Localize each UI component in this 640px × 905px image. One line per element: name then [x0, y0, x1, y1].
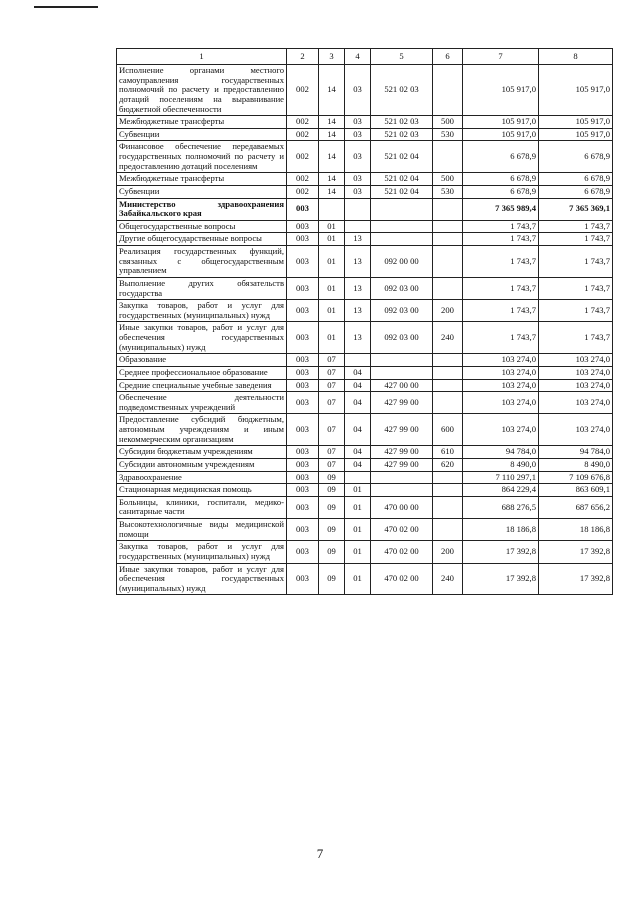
column-header: 1 — [117, 49, 287, 65]
ministry-code-cell: 002 — [287, 173, 319, 186]
ministry-code-cell: 003 — [287, 519, 319, 541]
target-article-cell — [371, 471, 433, 484]
target-article-cell: 427 99 00 — [371, 414, 433, 446]
ministry-code-cell: 003 — [287, 322, 319, 354]
section-code-cell: 07 — [319, 379, 345, 392]
ministry-code-cell: 002 — [287, 185, 319, 198]
target-article-cell: 470 02 00 — [371, 563, 433, 595]
expense-type-cell — [433, 496, 463, 518]
target-article-cell: 470 02 00 — [371, 541, 433, 563]
amount-cell: 7 109 676,8 — [539, 471, 613, 484]
ministry-code-cell: 003 — [287, 563, 319, 595]
subsection-code-cell: 13 — [345, 300, 371, 322]
amount-cell: 105 917,0 — [463, 128, 539, 141]
ministry-code-cell: 003 — [287, 458, 319, 471]
section-code-cell: 07 — [319, 366, 345, 379]
target-article-cell: 521 02 03 — [371, 128, 433, 141]
ministry-code-cell: 003 — [287, 541, 319, 563]
table-row — [117, 458, 613, 471]
row-name-cell: Министерство здравоохранения Забайкальского края — [117, 198, 287, 220]
amount-cell: 6 678,9 — [539, 173, 613, 186]
table-row — [117, 446, 613, 459]
ministry-code-cell: 003 — [287, 354, 319, 367]
expense-type-cell — [433, 65, 463, 116]
row-name-cell: Субвенции — [117, 128, 287, 141]
section-code-cell: 01 — [319, 246, 345, 278]
table-row — [117, 541, 613, 563]
amount-cell: 18 186,8 — [539, 519, 613, 541]
table-row — [117, 116, 613, 129]
amount-cell: 17 392,8 — [463, 541, 539, 563]
table-row — [117, 322, 613, 354]
expense-type-cell — [433, 392, 463, 414]
table-row — [117, 379, 613, 392]
target-article-cell: 427 00 00 — [371, 379, 433, 392]
section-code-cell: 07 — [319, 392, 345, 414]
table-row — [117, 185, 613, 198]
subsection-code-cell: 01 — [345, 541, 371, 563]
amount-cell: 1 743,7 — [539, 220, 613, 233]
section-code-cell: 07 — [319, 458, 345, 471]
amount-cell: 7 365 369,1 — [539, 198, 613, 220]
row-name-cell: Межбюджетные трансферты — [117, 173, 287, 186]
budget-table — [116, 48, 613, 595]
amount-cell: 6 678,9 — [539, 185, 613, 198]
section-code-cell: 07 — [319, 354, 345, 367]
table-header-row — [117, 49, 613, 65]
target-article-cell: 427 99 00 — [371, 392, 433, 414]
expense-type-cell: 500 — [433, 173, 463, 186]
expense-type-cell — [433, 354, 463, 367]
ministry-code-cell: 003 — [287, 379, 319, 392]
row-name-cell: Другие общегосударственные вопросы — [117, 233, 287, 246]
row-name-cell: Субсидии бюджетным учреждениям — [117, 446, 287, 459]
section-code-cell: 14 — [319, 185, 345, 198]
amount-cell: 105 917,0 — [463, 116, 539, 129]
amount-cell: 94 784,0 — [463, 446, 539, 459]
amount-cell: 103 274,0 — [539, 392, 613, 414]
row-name-cell: Выполнение других обязательств государства — [117, 277, 287, 299]
amount-cell: 17 392,8 — [539, 563, 613, 595]
amount-cell: 8 490,0 — [539, 458, 613, 471]
section-code-cell: 09 — [319, 496, 345, 518]
table-row — [117, 414, 613, 446]
section-code-cell — [319, 198, 345, 220]
section-code-cell: 14 — [319, 116, 345, 129]
row-name-cell: Межбюджетные трансферты — [117, 116, 287, 129]
amount-cell: 103 274,0 — [463, 366, 539, 379]
table-row — [117, 220, 613, 233]
amount-cell: 105 917,0 — [539, 116, 613, 129]
section-code-cell: 07 — [319, 446, 345, 459]
table-row — [117, 65, 613, 116]
ministry-code-cell: 003 — [287, 366, 319, 379]
amount-cell: 103 274,0 — [463, 392, 539, 414]
amount-cell: 1 743,7 — [463, 220, 539, 233]
amount-cell: 103 274,0 — [539, 414, 613, 446]
ministry-code-cell: 002 — [287, 141, 319, 173]
target-article-cell — [371, 366, 433, 379]
ministry-code-cell: 003 — [287, 446, 319, 459]
amount-cell: 103 274,0 — [539, 379, 613, 392]
target-article-cell: 092 00 00 — [371, 246, 433, 278]
amount-cell: 103 274,0 — [463, 379, 539, 392]
ministry-code-cell: 002 — [287, 65, 319, 116]
amount-cell: 1 743,7 — [539, 300, 613, 322]
row-name-cell: Общегосударственные вопросы — [117, 220, 287, 233]
expense-type-cell: 610 — [433, 446, 463, 459]
expense-type-cell — [433, 277, 463, 299]
amount-cell: 105 917,0 — [463, 65, 539, 116]
table-row — [117, 496, 613, 518]
row-name-cell: Образование — [117, 354, 287, 367]
expense-type-cell: 200 — [433, 300, 463, 322]
table-body — [117, 65, 613, 595]
section-code-cell: 09 — [319, 471, 345, 484]
expense-type-cell — [433, 484, 463, 497]
subsection-code-cell: 03 — [345, 173, 371, 186]
row-name-cell: Субсидии автономным учреждениям — [117, 458, 287, 471]
subsection-code-cell: 03 — [345, 141, 371, 173]
amount-cell: 105 917,0 — [539, 65, 613, 116]
ministry-code-cell: 003 — [287, 246, 319, 278]
amount-cell: 103 274,0 — [539, 354, 613, 367]
subsection-code-cell: 13 — [345, 246, 371, 278]
subsection-code-cell: 13 — [345, 277, 371, 299]
target-article-cell — [371, 354, 433, 367]
table-row — [117, 128, 613, 141]
ministry-code-cell: 003 — [287, 198, 319, 220]
table-row — [117, 484, 613, 497]
row-name-cell: Финансовое обеспечение передаваемых государственных полномочий по расчету и предоставлению дотаций поселениям — [117, 141, 287, 173]
amount-cell: 7 110 297,1 — [463, 471, 539, 484]
section-code-cell: 01 — [319, 220, 345, 233]
expense-type-cell — [433, 246, 463, 278]
row-name-cell: Субвенции — [117, 185, 287, 198]
section-code-cell: 01 — [319, 300, 345, 322]
section-code-cell: 14 — [319, 65, 345, 116]
section-code-cell: 07 — [319, 414, 345, 446]
target-article-cell: 427 99 00 — [371, 458, 433, 471]
amount-cell: 1 743,7 — [539, 277, 613, 299]
target-article-cell: 521 02 04 — [371, 141, 433, 173]
amount-cell: 1 743,7 — [463, 277, 539, 299]
amount-cell: 863 609,1 — [539, 484, 613, 497]
subsection-code-cell: 03 — [345, 116, 371, 129]
section-code-cell: 01 — [319, 233, 345, 246]
target-article-cell: 521 02 04 — [371, 173, 433, 186]
subsection-code-cell: 04 — [345, 446, 371, 459]
ministry-code-cell: 003 — [287, 392, 319, 414]
subsection-code-cell: 13 — [345, 322, 371, 354]
amount-cell: 17 392,8 — [463, 563, 539, 595]
expense-type-cell: 530 — [433, 128, 463, 141]
column-header: 7 — [463, 49, 539, 65]
subsection-code-cell — [345, 471, 371, 484]
ministry-code-cell: 003 — [287, 496, 319, 518]
row-name-cell: Здравоохранение — [117, 471, 287, 484]
expense-type-cell: 600 — [433, 414, 463, 446]
amount-cell: 8 490,0 — [463, 458, 539, 471]
section-code-cell: 14 — [319, 173, 345, 186]
subsection-code-cell: 03 — [345, 128, 371, 141]
table-row — [117, 198, 613, 220]
expense-type-cell — [433, 220, 463, 233]
table-row — [117, 246, 613, 278]
target-article-cell — [371, 233, 433, 246]
expense-type-cell — [433, 198, 463, 220]
amount-cell: 103 274,0 — [539, 366, 613, 379]
amount-cell: 1 743,7 — [463, 246, 539, 278]
amount-cell: 7 365 989,4 — [463, 198, 539, 220]
amount-cell: 1 743,7 — [463, 300, 539, 322]
amount-cell: 103 274,0 — [463, 354, 539, 367]
target-article-cell: 521 02 03 — [371, 65, 433, 116]
ministry-code-cell: 003 — [287, 471, 319, 484]
expense-type-cell: 530 — [433, 185, 463, 198]
ministry-code-cell: 003 — [287, 484, 319, 497]
section-code-cell: 09 — [319, 563, 345, 595]
table-row — [117, 277, 613, 299]
column-header: 2 — [287, 49, 319, 65]
section-code-cell: 01 — [319, 277, 345, 299]
section-code-cell: 09 — [319, 484, 345, 497]
subsection-code-cell: 01 — [345, 519, 371, 541]
expense-type-cell: 620 — [433, 458, 463, 471]
subsection-code-cell — [345, 198, 371, 220]
table-row — [117, 354, 613, 367]
row-name-cell: Предоставление субсидий бюджетным, автономным учреждениям и иным некоммерческим организациям — [117, 414, 287, 446]
target-article-cell: 521 02 04 — [371, 185, 433, 198]
amount-cell: 18 186,8 — [463, 519, 539, 541]
target-article-cell: 092 03 00 — [371, 300, 433, 322]
row-name-cell: Реализация государственных функций, связанных с общегосударственным управлением — [117, 246, 287, 278]
column-header: 6 — [433, 49, 463, 65]
subsection-code-cell — [345, 220, 371, 233]
target-article-cell — [371, 484, 433, 497]
row-name-cell: Закупка товаров, работ и услуг для государственных (муниципальных) нужд — [117, 300, 287, 322]
table-row — [117, 233, 613, 246]
page-number: 7 — [316, 846, 324, 861]
expense-type-cell: 500 — [433, 116, 463, 129]
subsection-code-cell: 03 — [345, 185, 371, 198]
expense-type-cell: 200 — [433, 541, 463, 563]
target-article-cell: 470 02 00 — [371, 519, 433, 541]
ministry-code-cell: 002 — [287, 116, 319, 129]
subsection-code-cell: 04 — [345, 414, 371, 446]
expense-type-cell — [433, 379, 463, 392]
amount-cell: 6 678,9 — [463, 185, 539, 198]
expense-type-cell — [433, 366, 463, 379]
target-article-cell: 470 00 00 — [371, 496, 433, 518]
subsection-code-cell: 01 — [345, 563, 371, 595]
target-article-cell: 521 02 03 — [371, 116, 433, 129]
top-rule — [34, 6, 98, 8]
table-row — [117, 392, 613, 414]
subsection-code-cell: 04 — [345, 366, 371, 379]
row-name-cell: Средние специальные учебные заведения — [117, 379, 287, 392]
target-article-cell — [371, 198, 433, 220]
target-article-cell: 092 03 00 — [371, 277, 433, 299]
subsection-code-cell: 01 — [345, 496, 371, 518]
amount-cell: 94 784,0 — [539, 446, 613, 459]
subsection-code-cell: 03 — [345, 65, 371, 116]
section-code-cell: 14 — [319, 141, 345, 173]
row-name-cell: Иные закупки товаров, работ и услуг для обеспечения государственных (муниципальных) нужд — [117, 322, 287, 354]
subsection-code-cell: 13 — [345, 233, 371, 246]
section-code-cell: 09 — [319, 541, 345, 563]
subsection-code-cell — [345, 354, 371, 367]
expense-type-cell — [433, 519, 463, 541]
expense-type-cell: 240 — [433, 322, 463, 354]
ministry-code-cell: 003 — [287, 220, 319, 233]
target-article-cell — [371, 220, 433, 233]
target-article-cell: 092 03 00 — [371, 322, 433, 354]
column-header: 3 — [319, 49, 345, 65]
expense-type-cell — [433, 233, 463, 246]
ministry-code-cell: 003 — [287, 414, 319, 446]
table-row — [117, 141, 613, 173]
amount-cell: 1 743,7 — [539, 233, 613, 246]
amount-cell: 1 743,7 — [463, 322, 539, 354]
table-row — [117, 300, 613, 322]
ministry-code-cell: 003 — [287, 300, 319, 322]
amount-cell: 6 678,9 — [463, 173, 539, 186]
subsection-code-cell: 01 — [345, 484, 371, 497]
row-name-cell: Иные закупки товаров, работ и услуг для обеспечения государственных (муниципальных) нужд — [117, 563, 287, 595]
amount-cell: 688 276,5 — [463, 496, 539, 518]
row-name-cell: Среднее профессиональное образование — [117, 366, 287, 379]
table-row — [117, 563, 613, 595]
row-name-cell: Закупка товаров, работ и услуг для государственных (муниципальных) нужд — [117, 541, 287, 563]
row-name-cell: Высокотехнологичные виды медицинской помощи — [117, 519, 287, 541]
section-code-cell: 01 — [319, 322, 345, 354]
table-row — [117, 471, 613, 484]
subsection-code-cell: 04 — [345, 379, 371, 392]
row-name-cell: Больницы, клиники, госпитали, медико-санитарные части — [117, 496, 287, 518]
expense-type-cell — [433, 141, 463, 173]
row-name-cell: Стационарная медицинская помощь — [117, 484, 287, 497]
amount-cell: 864 229,4 — [463, 484, 539, 497]
amount-cell: 1 743,7 — [463, 233, 539, 246]
column-header: 8 — [539, 49, 613, 65]
expense-type-cell: 240 — [433, 563, 463, 595]
section-code-cell: 14 — [319, 128, 345, 141]
table-row — [117, 366, 613, 379]
amount-cell: 105 917,0 — [539, 128, 613, 141]
column-header: 4 — [345, 49, 371, 65]
subsection-code-cell: 04 — [345, 392, 371, 414]
subsection-code-cell: 04 — [345, 458, 371, 471]
expense-type-cell — [433, 471, 463, 484]
ministry-code-cell: 003 — [287, 233, 319, 246]
row-name-cell: Исполнение органами местного самоуправления государственных полномочий по расчету и предоставлению дотаций поселениям на выравнивание бюджетной обеспеченности — [117, 65, 287, 116]
ministry-code-cell: 003 — [287, 277, 319, 299]
table-row — [117, 173, 613, 186]
amount-cell: 687 656,2 — [539, 496, 613, 518]
column-header: 5 — [371, 49, 433, 65]
amount-cell: 6 678,9 — [539, 141, 613, 173]
target-article-cell: 427 99 00 — [371, 446, 433, 459]
amount-cell: 103 274,0 — [463, 414, 539, 446]
amount-cell: 17 392,8 — [539, 541, 613, 563]
amount-cell: 1 743,7 — [539, 322, 613, 354]
ministry-code-cell: 002 — [287, 128, 319, 141]
row-name-cell: Обеспечение деятельности подведомственных учреждений — [117, 392, 287, 414]
table-row — [117, 519, 613, 541]
section-code-cell: 09 — [319, 519, 345, 541]
amount-cell: 6 678,9 — [463, 141, 539, 173]
amount-cell: 1 743,7 — [539, 246, 613, 278]
